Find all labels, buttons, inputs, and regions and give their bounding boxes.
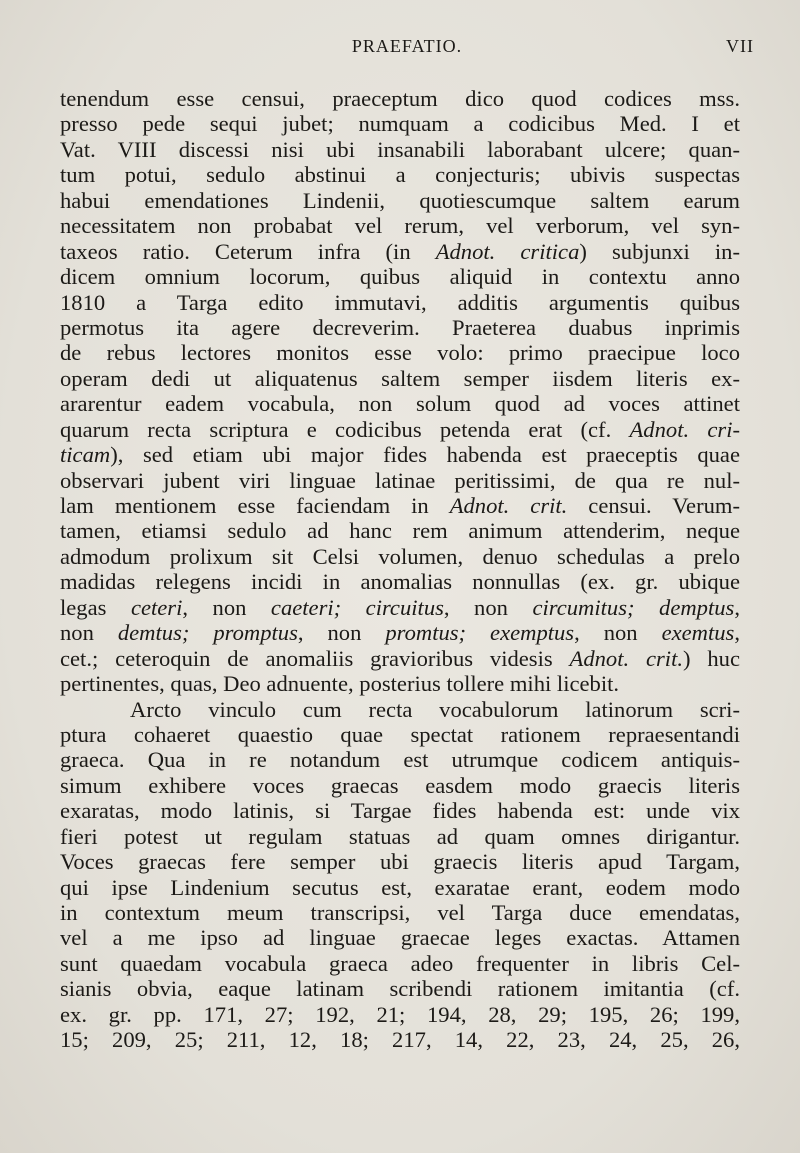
body-text	[60, 86, 740, 1053]
text-line	[60, 925, 740, 950]
italic-text: circumitus; demptus	[532, 594, 735, 620]
text-run: fieri potest ut regulam statuas ad quam omnes dirigantur.	[60, 823, 740, 849]
text-line	[60, 290, 740, 315]
text-line	[60, 875, 740, 900]
text-line	[60, 442, 740, 467]
text-line	[60, 493, 740, 518]
text-run: dicem omnium locorum, quibus aliquid in contextu anno	[60, 264, 740, 290]
text-run: taxeos ratio. Ceterum infra (in	[60, 238, 436, 264]
text-run: Voces graecas fere semper ubi graecis literis apud Targam,	[60, 849, 740, 875]
text-line	[60, 213, 740, 238]
text-run: cet.; ceteroquin de anomaliis gravioribus videsis	[60, 645, 570, 671]
italic-text: Adnot. critica	[435, 238, 580, 264]
text-run: presso pede sequi jubet; numquam a codicibus Med. I et	[60, 111, 740, 137]
text-run: sunt quaedam vocabula graeca adeo frequenter in libris Cel-	[60, 950, 740, 976]
text-line	[60, 162, 740, 187]
text-run: tum potui, sedulo abstinui a conjecturis; ubivis suspectas	[60, 162, 740, 188]
text-run: pertinentes, quas, Deo adnuente, posterius tollere mihi licebit.	[60, 671, 620, 697]
text-run: ptura cohaeret quaestio quae spectat rationem repraesentandi	[60, 721, 740, 747]
text-line	[60, 595, 740, 620]
text-run: tamen, etiamsi sedulo ad hanc rem animum attenderim, neque	[60, 518, 740, 544]
text-line	[60, 417, 740, 442]
text-line	[60, 137, 740, 162]
italic-text: Adnot. cri-	[629, 416, 741, 442]
text-run: lam mentionem esse faciendam in	[60, 493, 450, 518]
text-run: permotus ita agere decreverim. Praeterea duabus inprimis	[60, 314, 740, 340]
italic-text: Adnot. crit.	[569, 645, 684, 671]
text-line	[60, 518, 740, 543]
text-run: observari jubent viri linguae latinae peritissimi, de qua re nul-	[60, 467, 740, 493]
text-run: necessitatem non probabat vel rerum, vel verborum, vel syn-	[60, 213, 740, 239]
text-run: censui. Verum-	[567, 493, 740, 518]
italic-text: Adnot. crit.	[449, 493, 568, 518]
italic-text: ceteri	[130, 594, 183, 620]
text-line	[60, 620, 740, 645]
text-line	[60, 1002, 740, 1027]
text-run: sianis obvia, eaque latinam scribendi rationem imitantia (cf.	[60, 976, 740, 1002]
text-line	[60, 315, 740, 340]
italic-text: ticam	[60, 442, 111, 468]
text-run: 15; 209, 25; 211, 12, 18; 217, 14, 22, 23, 24, 25, 26,	[60, 1027, 740, 1053]
text-line	[60, 264, 740, 289]
text-run: admodum prolixum sit Celsi volumen, denuo schedulas a prelo	[60, 543, 740, 569]
text-run: ) huc	[683, 645, 741, 671]
text-line	[60, 86, 740, 111]
text-run: ,	[734, 594, 740, 620]
running-head	[60, 36, 754, 66]
text-run: tenendum esse censui, praeceptum dico quod codices mss.	[60, 86, 740, 111]
text-run: graeca. Qua in re notandum est utrumque codicem antiquis-	[60, 747, 740, 773]
text-line	[60, 544, 740, 569]
text-run: , non	[574, 620, 662, 646]
text-line	[60, 951, 740, 976]
text-run: Arcto vinculo cum recta vocabulorum latinorum scri-	[130, 696, 740, 722]
text-line	[60, 340, 740, 365]
text-run: ararentur eadem vocabula, non solum quod ad voces attinet	[60, 391, 740, 417]
text-run: ), sed etiam ubi major fides habenda est praeceptis quae	[110, 442, 740, 468]
text-run: , non	[443, 594, 533, 620]
text-run: madidas relegens incidi in anomalias nonnullas (ex. gr. ubique	[60, 569, 740, 595]
text-line	[60, 239, 740, 264]
text-run: , non	[182, 594, 271, 620]
text-run: operam dedi ut aliquatenus saltem semper iisdem literis ex-	[60, 365, 740, 391]
text-run: Vat. VIII discessi nisi ubi insanabili laborabant ulcere; quan-	[60, 136, 740, 162]
text-line	[60, 849, 740, 874]
text-run: quarum recta scriptura e codicibus petenda erat (cf.	[60, 416, 630, 442]
italic-text: exemtus	[661, 620, 735, 646]
text-line	[60, 1027, 740, 1052]
text-line	[60, 697, 740, 722]
text-line	[60, 111, 740, 136]
text-line	[60, 391, 740, 416]
text-run: legas	[60, 594, 131, 620]
text-run: vel a me ipso ad linguae graecae leges exactas. Attamen	[60, 925, 740, 951]
text-run: non	[60, 620, 118, 646]
text-run: simum exhibere voces graecas easdem modo graecis literis	[60, 772, 740, 798]
text-line	[60, 976, 740, 1001]
text-line	[60, 188, 740, 213]
text-run: ,	[734, 620, 740, 646]
text-line	[60, 569, 740, 594]
text-line	[60, 646, 740, 671]
text-line	[60, 824, 740, 849]
text-line	[60, 366, 740, 391]
text-run: 1810 a Targa edito immutavi, additis argumentis quibus	[60, 289, 740, 315]
text-line	[60, 468, 740, 493]
page-number: VII	[726, 36, 754, 56]
text-run: ) subjunxi in-	[579, 238, 740, 264]
text-line	[60, 722, 740, 747]
text-run: habui emendationes Lindenii, quotiescumque saltem earum	[60, 187, 740, 213]
text-run: exaratas, modo latinis, si Targae fides habenda est: unde vix	[60, 798, 740, 824]
text-run: de rebus lectores monitos esse volo: primo praecipue loco	[60, 340, 740, 366]
text-line	[60, 671, 740, 696]
text-line	[60, 773, 740, 798]
text-line	[60, 900, 740, 925]
text-run: in contextum meum transcripsi, vel Targa duce emendatas,	[60, 900, 740, 925]
italic-text: promtus; exemptus	[385, 620, 575, 646]
running-title: PRAEFATIO.	[351, 36, 463, 56]
text-line	[60, 747, 740, 772]
italic-text: caeteri; circuitus	[270, 594, 444, 620]
text-run: qui ipse Lindenium secutus est, exaratae erant, eodem modo	[60, 874, 740, 900]
text-line	[60, 798, 740, 823]
text-run: , non	[297, 620, 386, 646]
italic-text: demtus; promptus	[117, 620, 298, 646]
text-run: ex. gr. pp. 171, 27; 192, 21; 194, 28, 29; 195, 26; 199,	[60, 1001, 740, 1027]
